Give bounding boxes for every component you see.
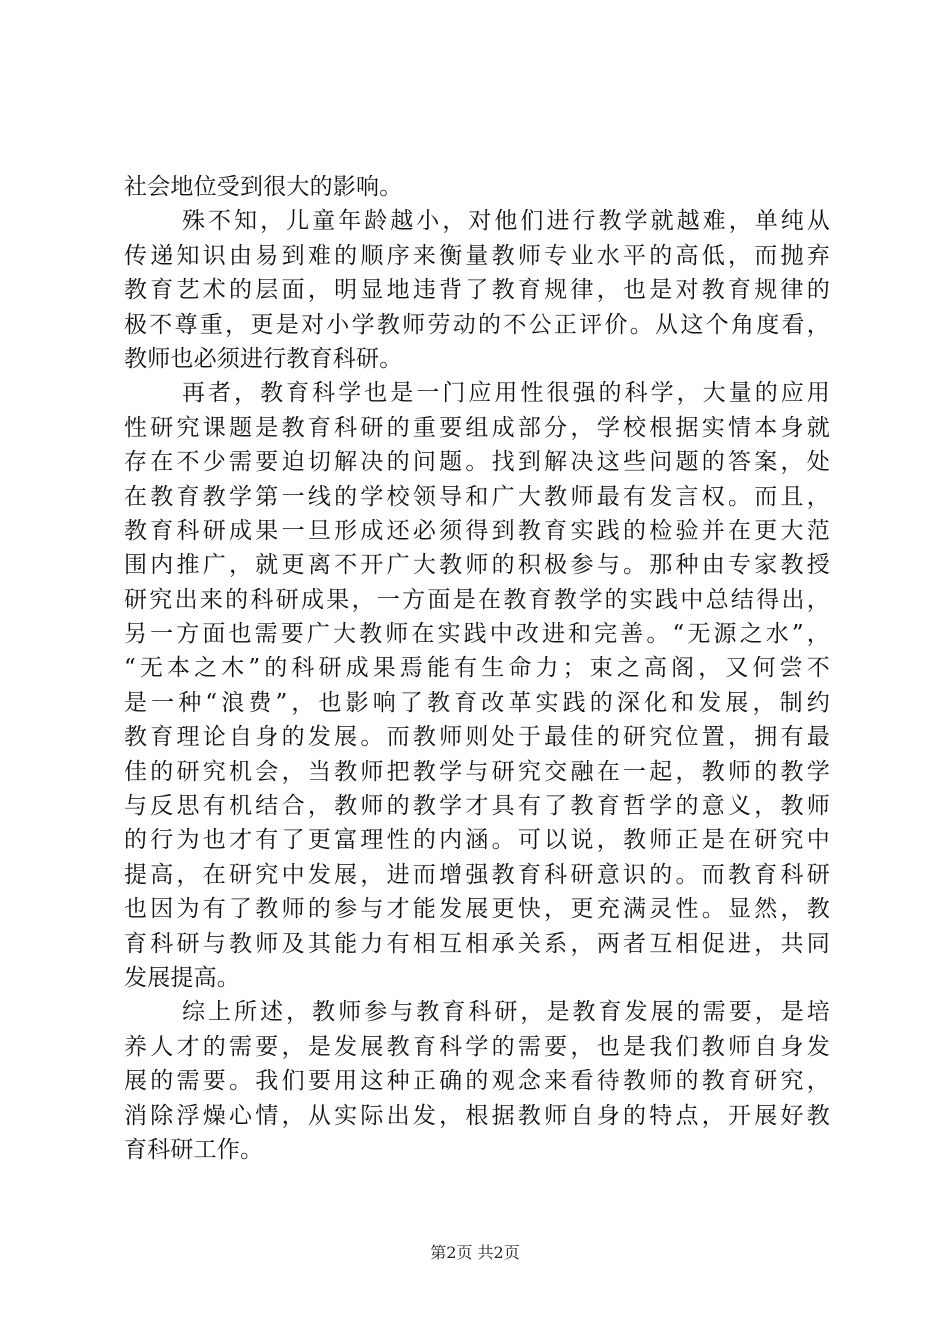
text-line: 佳的研究机会，当教师把教学与研究交融在一起，教师的教学	[124, 758, 830, 785]
text-line: 是一种“浪费”，也影响了教育改革实践的深化和发展，制约	[124, 689, 830, 716]
text-line: “无本之木”的科研成果焉能有生命力；束之高阁，又何尝不	[124, 655, 830, 682]
text-line: 性研究课题是教育科研的重要组成部分，学校根据实情本身就	[124, 414, 830, 441]
text-line: 教育科研成果一旦形成还必须得到教育实践的检验并在更大范	[124, 517, 830, 544]
text-line: 教育理论自身的发展。而教师则处于最佳的研究位置，拥有最	[124, 724, 830, 751]
text-line: 研究出来的科研成果，一方面是在教育教学的实践中总结得出，	[124, 586, 830, 613]
text-line: 消除浮燥心情，从实际出发，根据教师自身的特点，开展好教	[124, 1102, 830, 1129]
text-line: 与反思有机结合，教师的教学才具有了教育哲学的意义，教师	[124, 793, 830, 820]
text-line: 另一方面也需要广大教师在实践中改进和完善。“无源之水”，	[124, 621, 830, 648]
document-body	[124, 170, 830, 1167]
text-line: 教育艺术的层面，明显地违背了教育规律，也是对教育规律的	[124, 277, 830, 304]
text-line: 展的需要。我们要用这种正确的观念来看待教师的教育研究，	[124, 1068, 830, 1095]
text-line: 育科研与教师及其能力有相互相承关系，两者互相促进，共同	[124, 930, 830, 957]
paragraph-first-line: 殊不知，儿童年龄越小，对他们进行教学就越难，单纯从	[182, 208, 830, 235]
text-line: 极不尊重，更是对小学教师劳动的不公正评价。从这个角度看，	[124, 311, 830, 338]
text-line: 也因为有了教师的参与才能发展更快，更充满灵性。显然，教	[124, 896, 830, 923]
text-line: 养人才的需要，是发展教育科学的需要，也是我们教师自身发	[124, 1033, 830, 1060]
text-line: 在教育教学第一线的学校领导和广大教师最有发言权。而且，	[124, 483, 830, 510]
text-line: 提高，在研究中发展，进而增强教育科研意识的。而教育科研	[124, 861, 830, 888]
paragraph-first-line: 再者，教育科学也是一门应用性很强的科学，大量的应用	[182, 380, 830, 407]
text-line: 的行为也才有了更富理性的内涵。可以说，教师正是在研究中	[124, 827, 830, 854]
paragraph-first-line: 综上所述，教师参与教育科研，是教育发展的需要，是培	[182, 999, 830, 1026]
text-line: 发展提高。	[124, 964, 240, 991]
text-line: 教师也必须进行教育科研。	[124, 345, 403, 372]
text-line: 传递知识由易到难的顺序来衡量教师专业水平的高低，而抛弃	[124, 242, 830, 269]
text-line: 社会地位受到很大的影响。	[124, 174, 403, 200]
text-line: 存在不少需要迫切解决的问题。找到解决这些问题的答案，处	[124, 449, 830, 476]
text-line: 围内推广，就更离不开广大教师的积极参与。那种由专家教授	[124, 552, 830, 579]
text-line: 育科研工作。	[124, 1136, 264, 1163]
page-footer: 第2页 共2页	[430, 1243, 520, 1262]
